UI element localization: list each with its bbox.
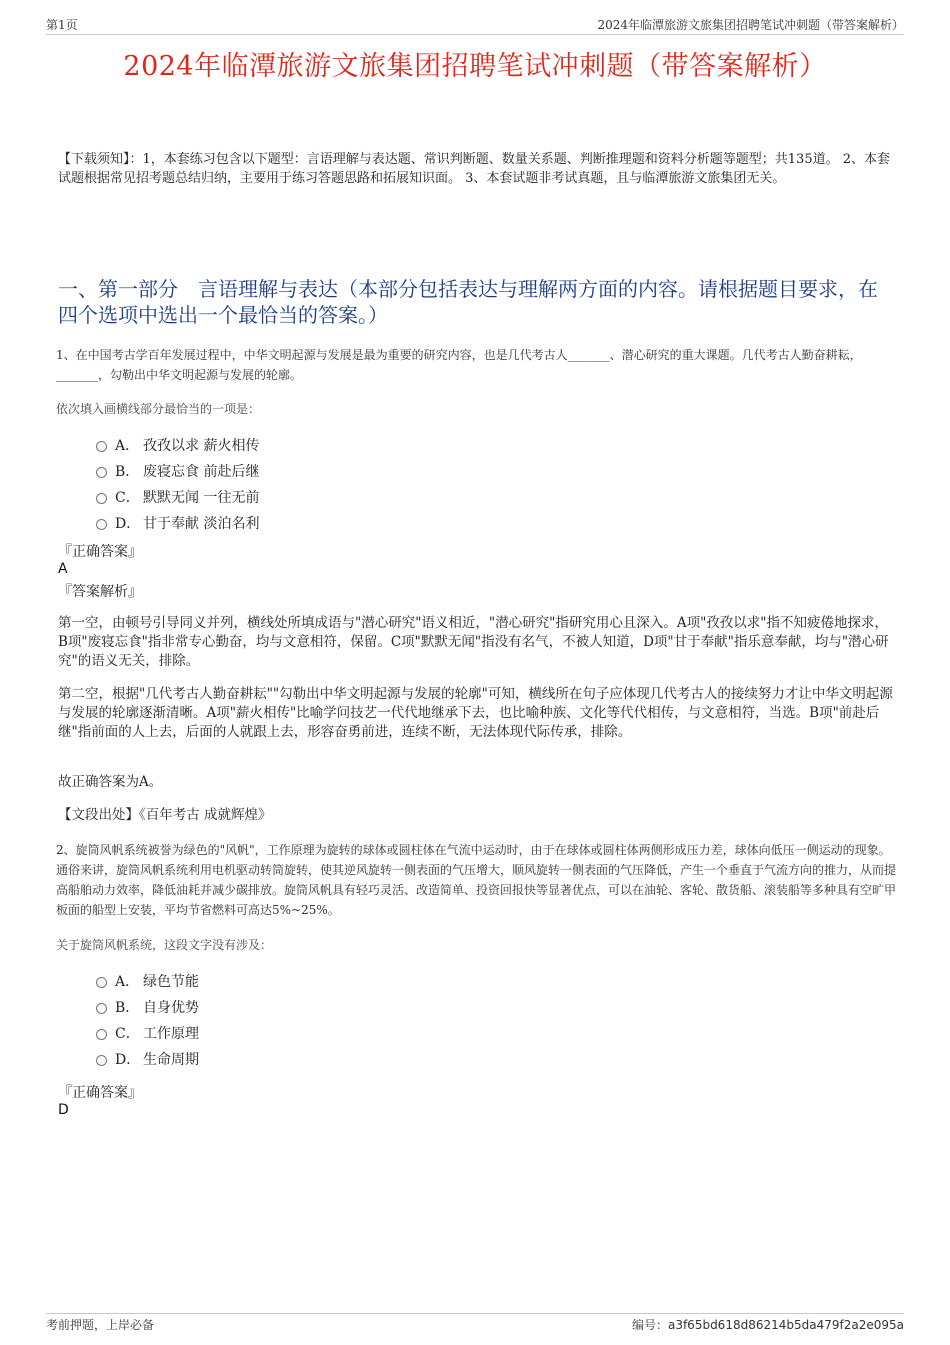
document-title: 2024年临潭旅游文旅集团招聘笔试冲刺题（带答案解析） <box>123 51 827 82</box>
radio-icon[interactable] <box>96 467 107 478</box>
option-letter: A． <box>115 974 140 990</box>
footer-code <box>632 1316 904 1333</box>
question-1-option-b[interactable] <box>96 458 496 484</box>
radio-icon[interactable] <box>96 977 107 988</box>
option-text: 工作原理 <box>143 1026 199 1042</box>
question-2-option-a[interactable] <box>96 968 496 994</box>
question-2-prompt: 关于旋筒风帆系统，这段文字没有涉及： <box>56 938 273 952</box>
option-letter: A． <box>115 438 140 454</box>
question-1-analysis-paragraph-1: 第一空，由顿号引导同义并列，横线处所填成语与"潜心研究"语义相近，"潜心研究"指研究用心且深入。A项"孜孜以求"指不知疲倦地探求，B项"废寝忘食"指非常专心勤奋，均与文意相符，保留。C项"默默无闻"指没有名气，不被人知道，D项"甘于奉献"指乐意奉献，均与"潜心研究"的语义无关，排除。 <box>58 615 889 669</box>
option-letter: D． <box>115 1052 141 1068</box>
question-1-analysis-label: 『答案解析』 <box>58 584 142 600</box>
page-footer <box>46 1313 904 1335</box>
header-doc-title: 2024年临潭旅游文旅集团招聘笔试冲刺题（带答案解析） <box>597 18 904 32</box>
question-2-text: 2、旋筒风帆系统被誉为绿色的"风帆"，工作原理为旋转的球体或圆柱体在气流中运动时，由于在球体或圆柱体两侧形成压力差，球体向低压一侧运动的现象。通俗来讲，旋筒风帆系统利用电机驱动转筒旋转，使其逆风旋转一侧表面的气压增大，顺风旋转一侧表面的气压降低，产生一个垂直于气流方向的推力，从而提高船舶动力效率，降低油耗并减少碳排放。旋筒风帆具有轻巧灵活、改造简单、投资回报快等显著优点，可以在油轮、客轮、散货船、滚装船等多种具有空旷甲板面的船型上安装，平均节省燃料可高达5%~25%。 <box>56 843 897 917</box>
question-2-answer: D <box>58 1102 69 1118</box>
radio-icon[interactable] <box>96 441 107 452</box>
question-1-prompt: 依次填入画横线部分最恰当的一项是： <box>56 402 261 416</box>
radio-icon[interactable] <box>96 519 107 530</box>
question-2-answer-label: 『正确答案』 <box>58 1085 142 1101</box>
radio-icon[interactable] <box>96 1029 107 1040</box>
question-2-options <box>96 968 496 1072</box>
footer-slogan: 考前押题，上岸必备 <box>46 1318 155 1332</box>
question-2-option-c[interactable] <box>96 1020 496 1046</box>
option-text: 甘于奉献 淡泊名利 <box>143 516 260 532</box>
option-text: 自身优势 <box>143 1000 199 1016</box>
option-text: 废寝忘食 前赴后继 <box>143 464 260 480</box>
footer-code-label: 编号： <box>631 1318 668 1332</box>
option-text: 生命周期 <box>143 1052 199 1068</box>
option-letter: B． <box>115 1000 140 1016</box>
radio-icon[interactable] <box>96 493 107 504</box>
section-title: 一、第一部分 言语理解与表达（本部分包括表达与理解两方面的内容。请根据题目要求，在四个选项中选出一个最恰当的答案。） <box>58 277 878 327</box>
question-1-option-a[interactable] <box>96 432 496 458</box>
question-2-option-b[interactable] <box>96 994 496 1020</box>
option-text: 孜孜以求 薪火相传 <box>143 438 260 454</box>
question-1-text: 1、在中国考古学百年发展过程中，中华文明起源与发展是最为重要的研究内容，也是几代考古人_______、潜心研究的重大课题。几代考古人勤奋耕耘，_______，勾勒出中华文明起源与发展的轮廓。 <box>56 348 862 382</box>
question-1-conclusion: 故正确答案为A。 <box>58 774 163 790</box>
option-letter: C． <box>115 490 140 506</box>
question-1-option-d[interactable] <box>96 510 496 536</box>
question-1-option-c[interactable] <box>96 484 496 510</box>
option-text: 绿色节能 <box>143 974 199 990</box>
question-1-analysis-paragraph-2: 第二空，根据"几代考古人勤奋耕耘""勾勒出中华文明起源与发展的轮廓"可知，横线所在句子应体现几代考古人的接续努力才让中华文明起源与发展的轮廓逐渐清晰。A项"薪火相传"比喻学问技艺一代代地继承下去，也比喻种族、文化等代代相传，与文意相符，当选。B项"前赴后继"指前面的人上去，后面的人就跟上去，形容奋勇前进，连续不断，无法体现代际传承，排除。 <box>58 686 893 740</box>
option-letter: B． <box>115 464 140 480</box>
question-2-option-d[interactable] <box>96 1046 496 1072</box>
page-header <box>46 14 904 35</box>
footer-code-value: a3f65bd618d86214b5da479f2a2e095a <box>667 1318 904 1332</box>
question-1-options <box>96 432 496 536</box>
question-1-answer: A <box>58 561 68 577</box>
download-notice: 【下载须知】：1，本套练习包含以下题型：言语理解与表达题、常识判断题、数量关系题、判断推理题和资料分析题等题型；共135道。 2、本套试题根据常见招考题总结归纳，主要用于练习答题思路和拓展知识面。 3、本套试题非考试真题，且与临潭旅游文旅集团无关。 <box>58 152 890 186</box>
option-text: 默默无闻 一往无前 <box>143 490 260 506</box>
question-1-source: 【文段出处】《百年考古 成就辉煌》 <box>58 807 272 823</box>
radio-icon[interactable] <box>96 1003 107 1014</box>
option-letter: C． <box>115 1026 140 1042</box>
option-letter: D． <box>115 516 141 532</box>
radio-icon[interactable] <box>96 1055 107 1066</box>
page-number: 第1页 <box>46 18 78 32</box>
question-1-answer-label: 『正确答案』 <box>58 544 142 560</box>
